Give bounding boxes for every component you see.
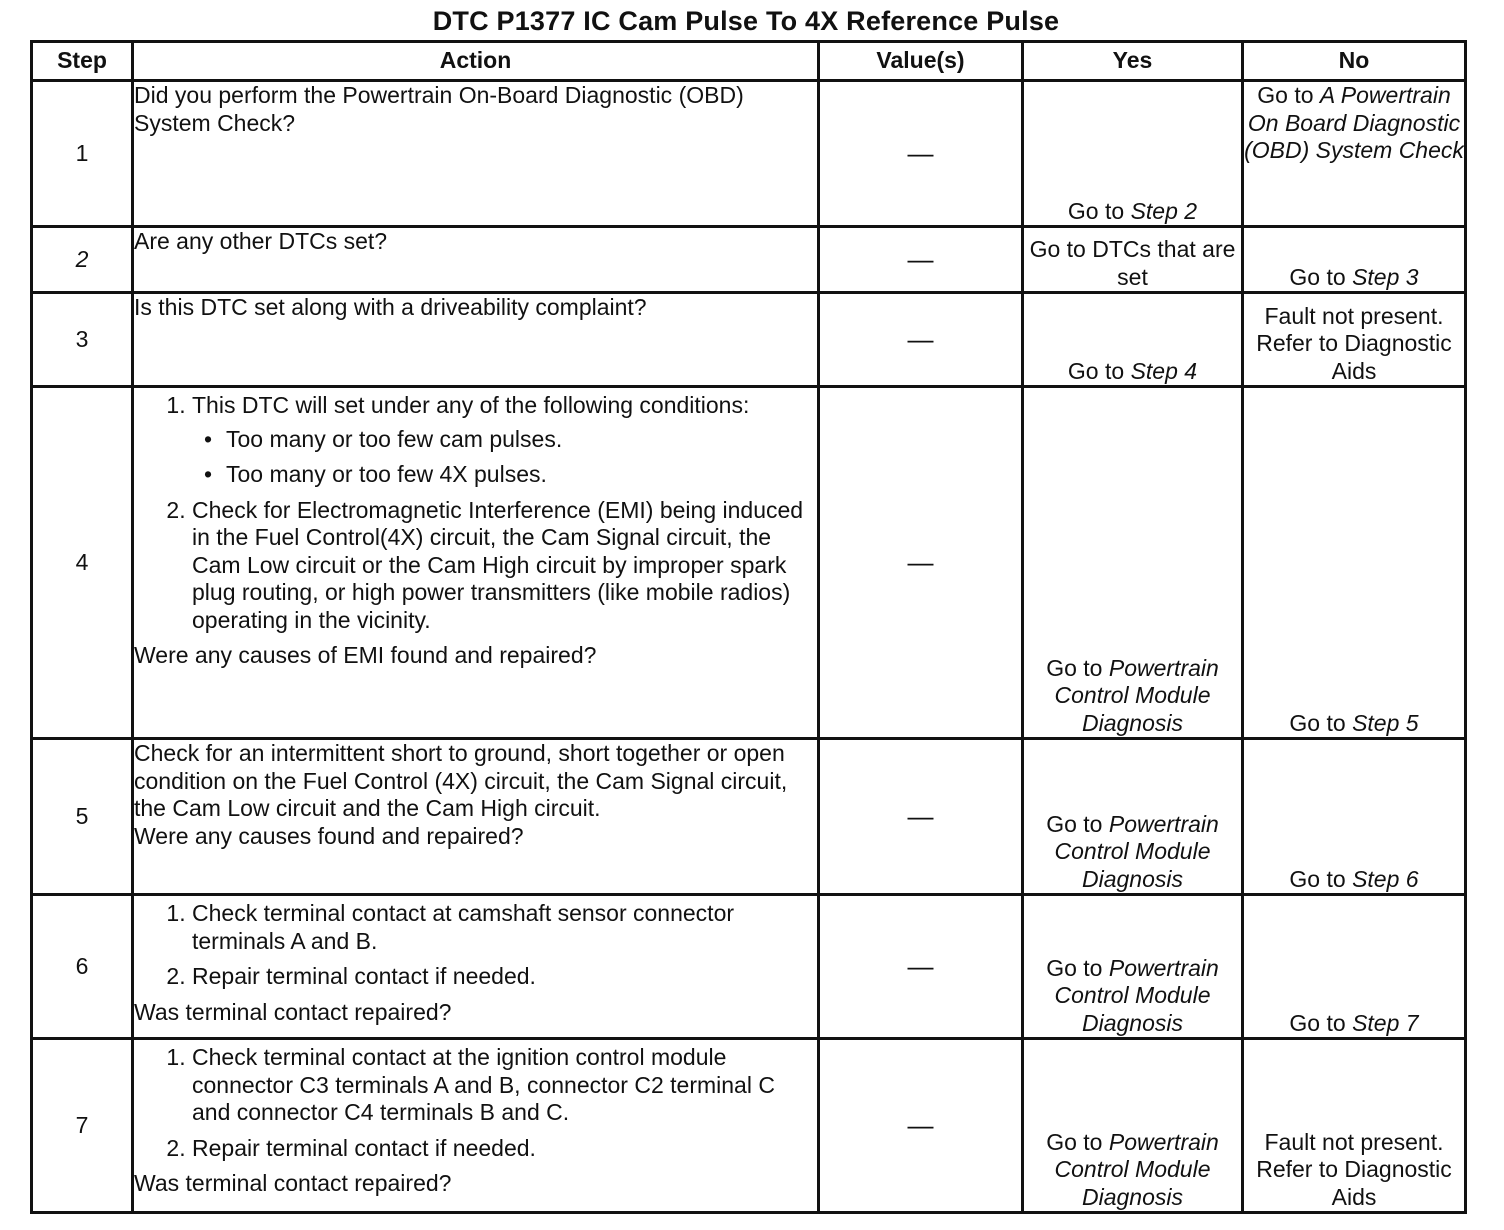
no-prefix: Go to: [1289, 1009, 1353, 1036]
action-question: Were any causes of EMI found and repaired?: [134, 642, 597, 668]
value-cell: —: [819, 1039, 1023, 1213]
list-item: 2. Repair terminal contact if needed.: [192, 963, 817, 991]
yes-reference-link[interactable]: Powertrain Control Module Diagnosis: [1054, 954, 1219, 1036]
yes-reference-link[interactable]: Powertrain Control Module Diagnosis: [1054, 1128, 1219, 1210]
list-item: 2. Check for Electromagnetic Interference (EMI) being induced in the Fuel Control(4X) circuit, the Cam Signal circuit, the Cam Low circuit or the Cam High circuit by improper spark plug routing, or high power transmitters (like mobile radios) operating in the vicinity.: [192, 497, 817, 635]
action-question: Was terminal contact repaired?: [134, 1170, 452, 1196]
header-step: Step: [32, 42, 133, 81]
yes-prefix: Go to: [1046, 654, 1109, 681]
no-cell: [1243, 895, 1466, 1039]
list-item: 1. This DTC will set under any of the following conditions: • Too many or too few cam pulses. • Too many or too few 4X pulses.: [192, 392, 817, 489]
page-title: DTC P1377 IC Cam Pulse To 4X Reference Pulse: [432, 6, 1060, 36]
table-row-step-4: [32, 387, 1466, 739]
value-cell: —: [819, 227, 1023, 293]
header-row: [32, 42, 1466, 81]
no-reference-link[interactable]: Step 3: [1352, 263, 1419, 290]
action-text: [133, 293, 819, 387]
no-prefix: Go to: [1257, 82, 1320, 108]
table-row-step-2: [32, 227, 1466, 293]
value-cell: —: [819, 81, 1023, 227]
no-cell: [1243, 739, 1466, 895]
table-row-step-5: [32, 739, 1466, 895]
header-no: No: [1243, 42, 1466, 81]
value-cell: —: [819, 895, 1023, 1039]
action-numbered-list: [134, 1044, 817, 1162]
list-item: 1. Check terminal contact at camshaft sensor connector terminals A and B.: [192, 900, 817, 955]
action-question: Were any causes found and repaired?: [134, 822, 524, 849]
table-row-step-1: [32, 81, 1466, 227]
yes-cell: [1023, 739, 1243, 895]
action-question: Was terminal contact repaired?: [134, 998, 452, 1025]
value-cell: —: [819, 739, 1023, 895]
table-row-step-7: [32, 1039, 1466, 1213]
diagnostic-table: [30, 40, 1467, 1214]
yes-reference-link[interactable]: Powertrain Control Module Diagnosis: [1054, 654, 1219, 736]
table-row-step-6: [32, 895, 1466, 1039]
no-reference-link[interactable]: Step 5: [1352, 709, 1419, 736]
bullet-list: [192, 426, 817, 489]
no-reference-link[interactable]: A Powertrain On Board Diagnostic (OBD) System Check: [1244, 82, 1464, 163]
yes-reference-link[interactable]: Go to DTCs that are set: [1029, 236, 1236, 290]
yes-prefix: Go to: [1067, 357, 1131, 384]
yes-cell: [1023, 227, 1243, 293]
action-paragraph: Are any other DTCs set?: [134, 228, 388, 254]
action-text: [133, 895, 819, 1039]
yes-cell: [1023, 1039, 1243, 1213]
list-item: 1. Check terminal contact at the ignition control module connector C3 terminals A and B, connector C2 terminal C and connector C4 terminals B and C.: [192, 1044, 817, 1127]
bullet-item: • Too many or too few 4X pulses.: [226, 461, 817, 489]
action-paragraph: Check for an intermittent short to ground, short together or open condition on the Fuel Control (4X) circuit, the Cam Signal circuit, the Cam Low circuit and the Cam High circuit.: [134, 740, 788, 821]
step-number: 3: [32, 293, 133, 387]
action-text: [133, 81, 819, 227]
action-paragraph: Did you perform the Powertrain On-Board Diagnostic (OBD) System Check?: [134, 82, 744, 136]
value-cell: —: [819, 387, 1023, 739]
yes-prefix: Go to: [1046, 1128, 1109, 1155]
table-row-step-3: [32, 293, 1466, 387]
action-paragraph: Is this DTC set along with a driveability complaint?: [134, 294, 647, 320]
step-number: 5: [32, 739, 133, 895]
header-action: Action: [133, 42, 819, 81]
yes-prefix: Go to: [1046, 810, 1109, 837]
yes-cell: [1023, 293, 1243, 387]
value-cell: —: [819, 293, 1023, 387]
list-item: 2. Repair terminal contact if needed.: [192, 1135, 817, 1163]
yes-reference-link[interactable]: Step 4: [1130, 357, 1198, 384]
no-prefix: Go to: [1289, 865, 1353, 892]
no-cell: [1243, 293, 1466, 387]
no-cell: [1243, 387, 1466, 739]
no-cell: [1243, 81, 1466, 227]
step-number: 6: [32, 895, 133, 1039]
action-text: [133, 1039, 819, 1213]
yes-cell: [1023, 81, 1243, 227]
action-numbered-list: [134, 900, 817, 991]
yes-reference-link[interactable]: Powertrain Control Module Diagnosis: [1054, 810, 1219, 892]
step-number: 7: [32, 1039, 133, 1213]
step-number: 2: [32, 227, 133, 293]
action-text: [133, 387, 819, 739]
no-prefix: Go to: [1289, 709, 1353, 736]
action-text: [133, 227, 819, 293]
no-cell: [1243, 1039, 1466, 1213]
header-yes: Yes: [1023, 42, 1243, 81]
no-reference-link[interactable]: Fault not present. Refer to Diagnostic Aids: [1256, 1128, 1452, 1210]
no-reference-link[interactable]: Step 7: [1352, 1009, 1419, 1036]
no-cell: [1243, 227, 1466, 293]
no-prefix: Go to: [1289, 263, 1353, 290]
yes-prefix: Go to: [1067, 197, 1131, 224]
yes-prefix: Go to: [1046, 954, 1109, 981]
no-reference-link[interactable]: Fault not present. Refer to Diagnostic Aids: [1256, 302, 1452, 384]
step-number: 1: [32, 81, 133, 227]
header-values: Value(s): [819, 42, 1023, 81]
no-reference-link[interactable]: Step 6: [1352, 865, 1419, 892]
yes-cell: [1023, 387, 1243, 739]
action-numbered-list: [134, 392, 817, 634]
yes-cell: [1023, 895, 1243, 1039]
yes-reference-link[interactable]: Step 2: [1130, 197, 1198, 224]
step-number: 4: [32, 387, 133, 739]
action-text: [133, 739, 819, 895]
bullet-item: • Too many or too few cam pulses.: [226, 426, 817, 454]
